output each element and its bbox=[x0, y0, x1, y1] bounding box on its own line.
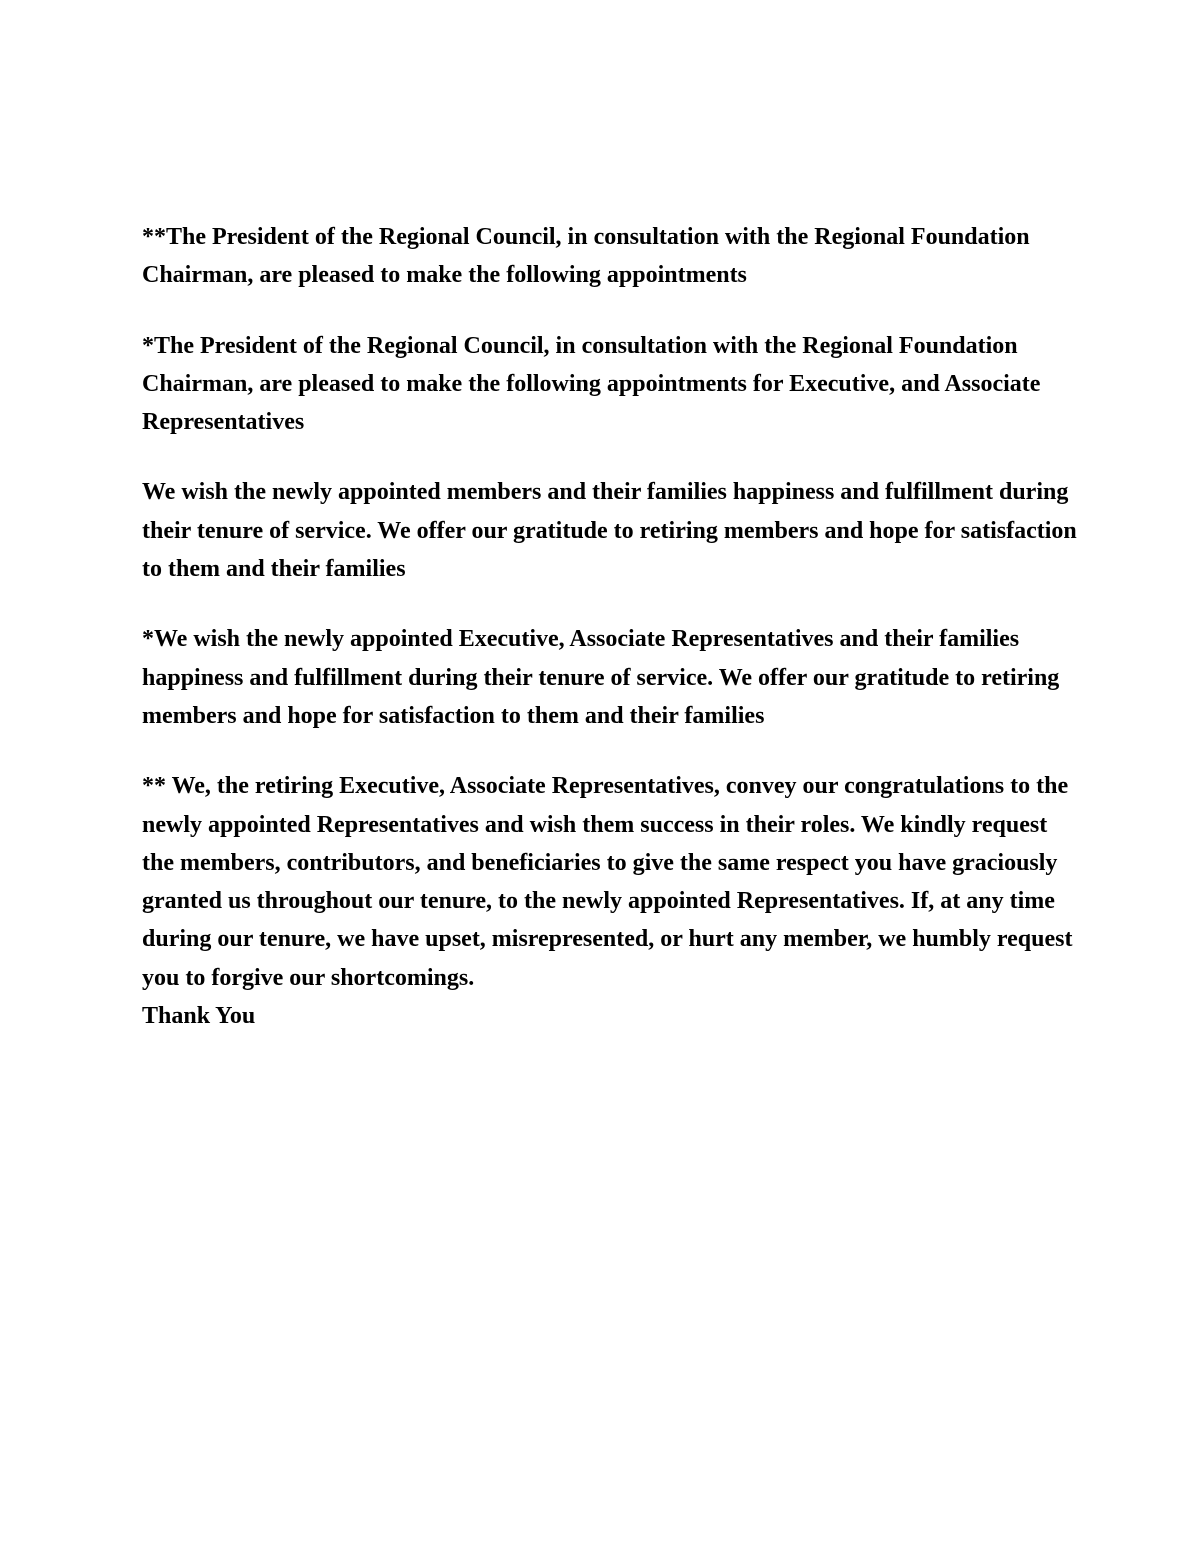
paragraph-wishes-members: We wish the newly appointed members and their families happiness and fulfillment during their tenure of service. We offer our gratitude to retiring members and hope for satisfaction to them and their families bbox=[142, 479, 1077, 583]
paragraph-wishes-executive-associate: *We wish the newly appointed Executive, Associate Representatives and their families happiness and fulfillment during their tenure of service. We offer our gratitude to retiring members and hope for satisfaction to them and their families bbox=[142, 626, 1060, 729]
signoff-text: Thank You bbox=[142, 1003, 256, 1030]
paragraph-appointments-announcement: **The President of the Regional Council, in consultation with the Regional Foundation Chairman, are pleased to make the following appointments bbox=[142, 224, 1030, 289]
paragraph-appointments-executive-associate: *The President of the Regional Council, in consultation with the Regional Foundation Chairman, are pleased to make the following appointments for Executive, and Associate Representatives bbox=[142, 332, 1041, 436]
paragraph-retiring-representatives: ** We, the retiring Executive, Associate Representatives, convey our congratulations to the newly appointed Representatives and wish them success in their roles. We kindly request the members, contributors, and beneficiaries to give the same respect you have graciously granted us throughout our tenure, to the newly appointed Representatives. If, at any time during our tenure, we have upset, misrepresented, or hurt any member, we humbly request you to forgive our shortcomings. bbox=[142, 773, 1073, 991]
document-body bbox=[142, 218, 1077, 1035]
